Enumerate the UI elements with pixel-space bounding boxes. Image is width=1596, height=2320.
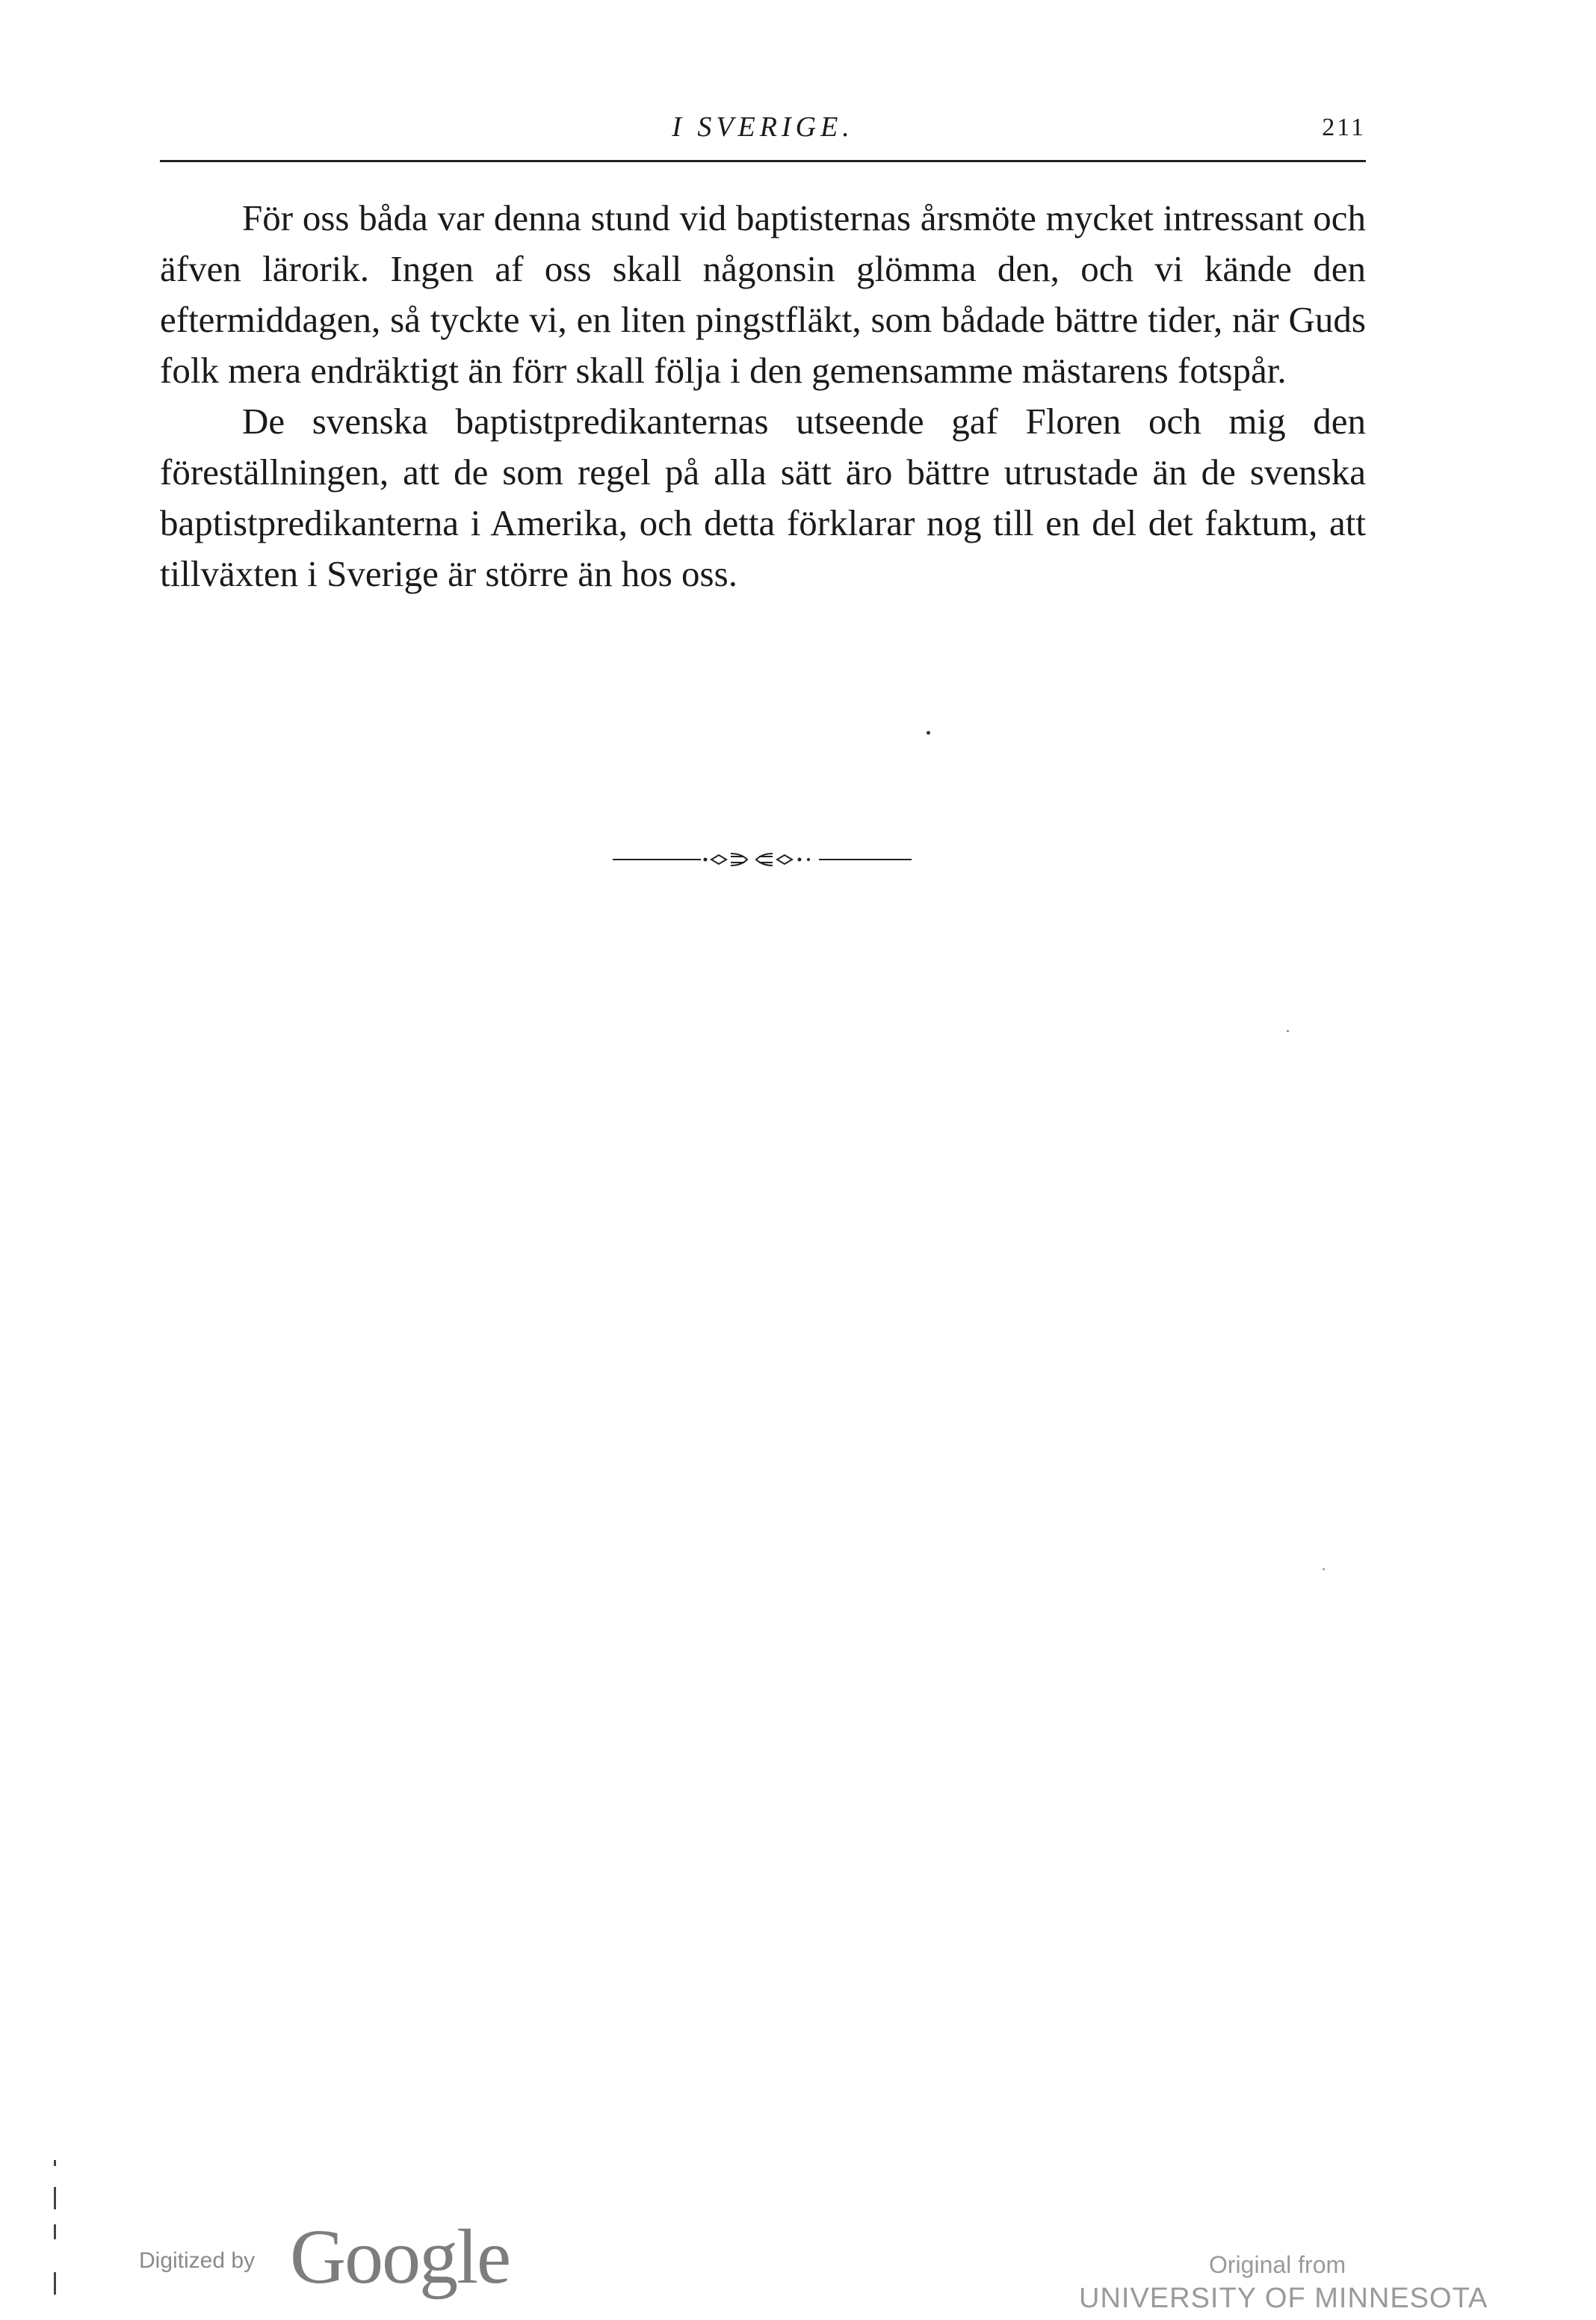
- paragraph-1: För oss båda var denna stund vid baptisternas årsmöte mycket intressant och äfven lärorik. Ingen af oss skall någonsin glömma den, och vi kände den eftermiddagen, så tyckte vi, en liten pingstfläkt, som bådade bättre tider, när Guds folk mera endräktigt än förr skall följa i den gemensamme mästarens fotspår.: [160, 197, 1366, 391]
- section-end-ornament: [613, 845, 912, 874]
- header-rule: [160, 160, 1366, 162]
- ink-speck: [1287, 1030, 1289, 1032]
- ink-speck: [1323, 1568, 1325, 1570]
- digitized-by-label: Digitized by: [139, 2248, 256, 2273]
- scan-margin-mark: [54, 2224, 56, 2239]
- body-text: [160, 193, 1366, 599]
- scan-margin-mark: [54, 2187, 56, 2209]
- institution-name: UNIVERSITY OF MINNESOTA: [1079, 2283, 1488, 2314]
- paragraph-2: De svenska baptistpredikanternas utseende gaf Floren och mig den föreställningen, att de som regel på alla sätt äro bättre utrustade än de svenska baptistpredikanterna i Amerika, och detta förklarar nog till en del det faktum, att tillväxten i Sverige är större än hos oss.: [160, 401, 1366, 594]
- original-from-label: Original from: [1209, 2251, 1346, 2278]
- running-header: [160, 111, 1366, 155]
- google-logo: Google: [290, 2214, 510, 2300]
- page-number: 211: [1322, 114, 1366, 141]
- ink-speck: [927, 731, 930, 735]
- scan-margin-mark: [54, 2272, 56, 2295]
- running-title: I SVERIGE.: [672, 111, 854, 143]
- scan-margin-mark: [54, 2160, 56, 2166]
